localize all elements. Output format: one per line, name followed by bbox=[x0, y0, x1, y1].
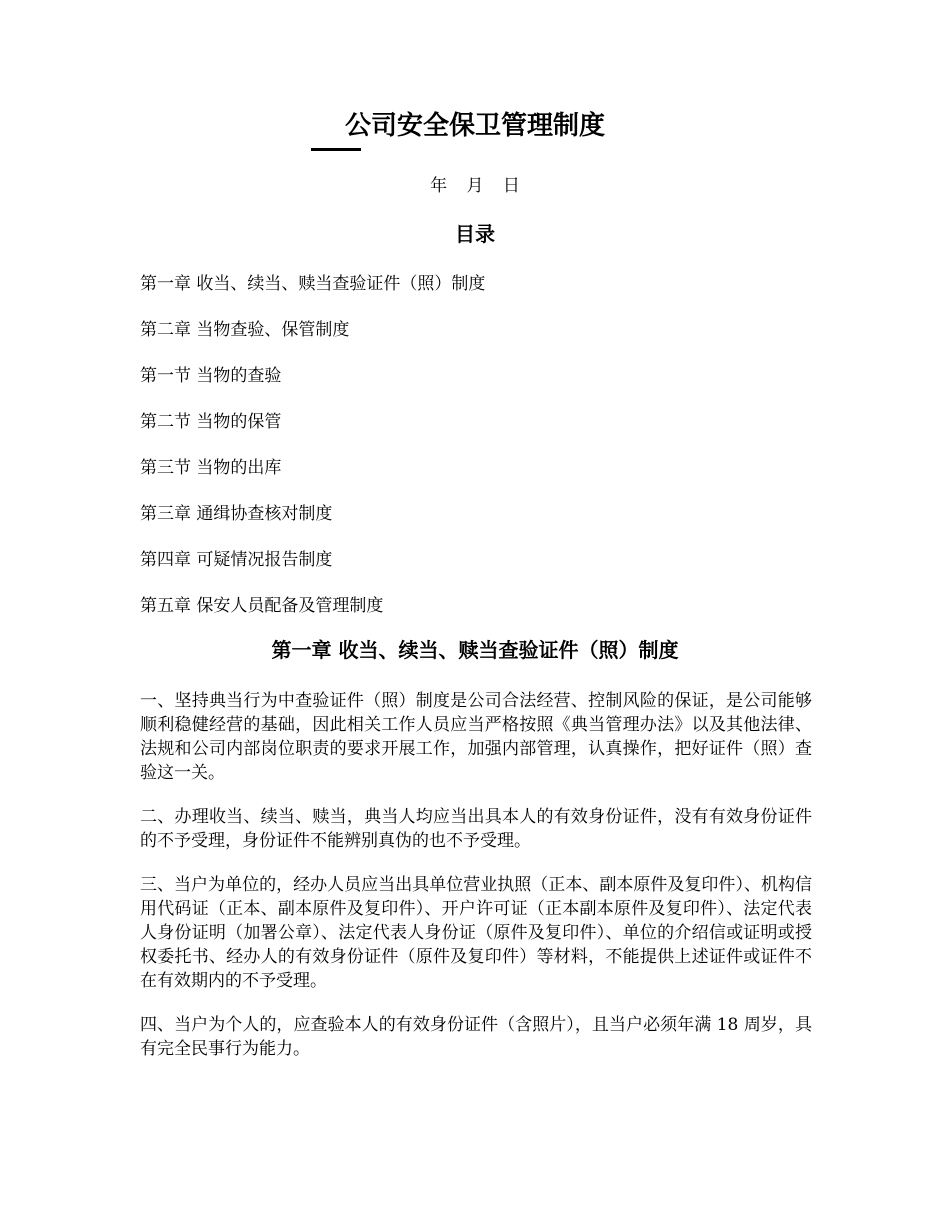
toc-heading: 目录 bbox=[455, 222, 495, 246]
toc-item: 第五章 保安人员配备及管理制度 bbox=[140, 596, 384, 616]
date-year: 年 bbox=[430, 176, 448, 196]
paragraph: 三、当户为单位的，经办人员应当出具单位营业执照（正本、副本原件及复印件）、机构信用代码证（正本、副本原件及复印件）、开户许可证（正本副本原件及复印件）、法定代表人身份证明（加署公章）、法定代表人身份证（原件及复印件）、单位的介绍信或证明或授权委托书、经办人的有效身份证件（原件及复印件）等材料，不能提供上述证件或证件不在有效期内的不予受理。 bbox=[140, 875, 812, 991]
date-month: 月 bbox=[466, 176, 484, 196]
paragraph: 四、当户为个人的，应查验本人的有效身份证件（含照片），且当户必须年满 18 周岁，具有完全民事行为能力。 bbox=[140, 1015, 812, 1059]
document-title: 公司安全保卫管理制度 bbox=[344, 111, 605, 141]
toc-list bbox=[140, 272, 820, 640]
toc-item: 第三章 通缉协查核对制度 bbox=[140, 504, 333, 524]
chapter-heading: 第一章 收当、续当、赎当查验证件（照）制度 bbox=[271, 638, 679, 662]
toc-item: 第二节 当物的保管 bbox=[140, 412, 282, 432]
toc-item: 第二章 当物查验、保管制度 bbox=[140, 320, 350, 340]
toc-item: 第一节 当物的查验 bbox=[140, 366, 282, 386]
toc-item: 第一章 收当、续当、赎当查验证件（照）制度 bbox=[140, 274, 486, 294]
date-day: 日 bbox=[502, 176, 520, 196]
paragraph: 一、坚持典当行为中查验证件（照）制度是公司合法经营、控制风险的保证，是公司能够顺利稳健经营的基础，因此相关工作人员应当严格按照《典当管理办法》以及其他法律、法规和公司内部岗位职责的要求开展工作，加强内部管理，认真操作，把好证件（照）查验这一关。 bbox=[140, 691, 812, 783]
title-underline-blank bbox=[311, 148, 361, 151]
toc-item: 第四章 可疑情况报告制度 bbox=[140, 550, 333, 570]
chapter-body bbox=[140, 689, 812, 1081]
date-line bbox=[0, 174, 950, 198]
paragraph: 二、办理收当、续当、赎当，典当人均应当出具本人的有效身份证件，没有有效身份证件的不予受理，身份证件不能辨别真伪的也不予受理。 bbox=[140, 807, 812, 851]
toc-item: 第三节 当物的出库 bbox=[140, 458, 282, 478]
